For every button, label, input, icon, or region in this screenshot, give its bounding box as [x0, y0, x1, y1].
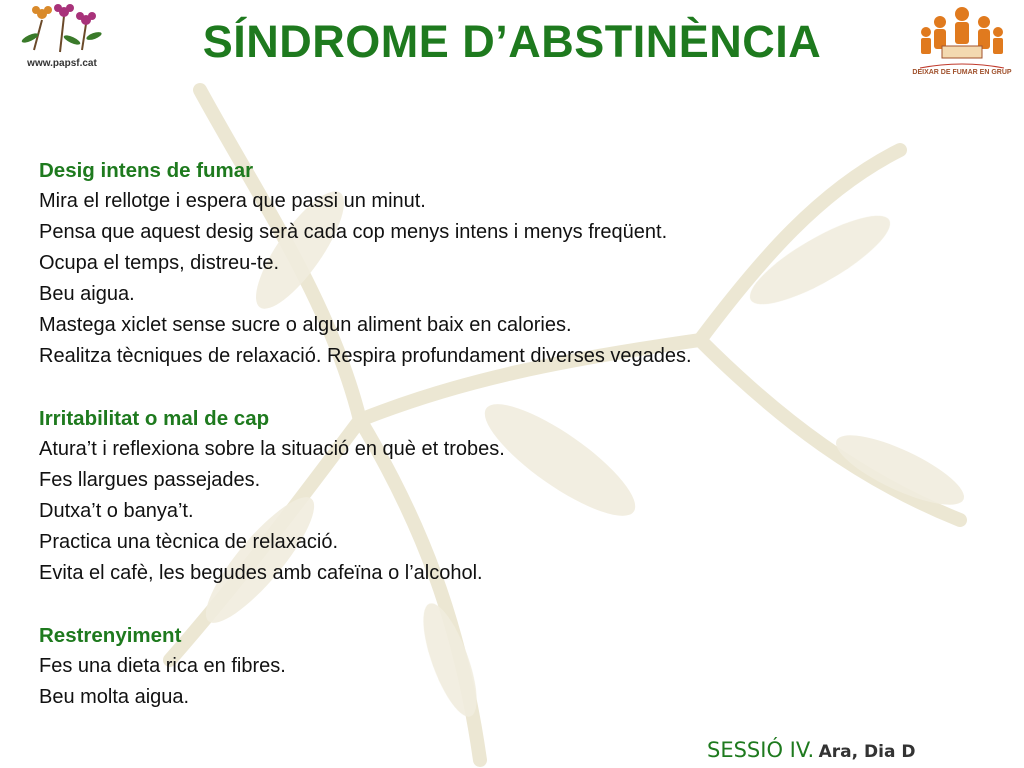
list-item: Pensa que aquest desig serà cada cop menys intens i menys freqüent.	[39, 221, 668, 243]
spacer	[39, 372, 939, 403]
logo-caption: DEIXAR DE FUMAR EN GRUP	[912, 69, 1012, 76]
list-item: Fes una dieta rica en fibres.	[39, 655, 286, 677]
content-body	[39, 155, 939, 713]
list-item: Beu molta aigua.	[39, 686, 190, 708]
session-label: SESSIÓ IV.	[707, 738, 815, 762]
list-item: Ocupa el temps, distreu-te.	[39, 252, 280, 274]
list-item: Fes llargues passejades.	[39, 469, 261, 491]
list-item: Beu aigua.	[39, 283, 135, 305]
spacer	[39, 589, 939, 620]
session-subtitle: Ara, Dia D	[818, 742, 916, 762]
footer	[707, 738, 915, 762]
section-heading: Restrenyiment	[39, 624, 182, 647]
list-item: Practica una tècnica de relaxació.	[39, 531, 339, 553]
list-item: Realitza tècniques de relaxació. Respira profundament diverses vegades.	[39, 345, 692, 367]
section-irritabilitat	[39, 403, 939, 589]
section-restrenyiment	[39, 620, 939, 713]
list-item: Dutxa’t o banya’t.	[39, 500, 194, 522]
deixar-de-fumar-logo	[912, 2, 1012, 82]
section-heading: Irritabilitat o mal de cap	[39, 407, 270, 430]
list-item: Evita el cafè, les begudes amb cafeïna o l’alcohol.	[39, 562, 483, 584]
list-item: Atura’t i reflexiona sobre la situació en què et trobes.	[39, 438, 505, 460]
list-item: Mira el rellotge i espera que passi un minut.	[39, 190, 426, 212]
list-item: Mastega xiclet sense sucre o algun aliment baix en calories.	[39, 314, 572, 336]
logo-url: www.papsf.cat	[27, 58, 97, 69]
section-heading: Desig intens de fumar	[39, 159, 254, 182]
group-people-logo-icon	[912, 2, 1012, 82]
section-desig	[39, 155, 939, 372]
page-title: SÍNDROME D’ABSTINÈNCIA	[202, 16, 822, 67]
